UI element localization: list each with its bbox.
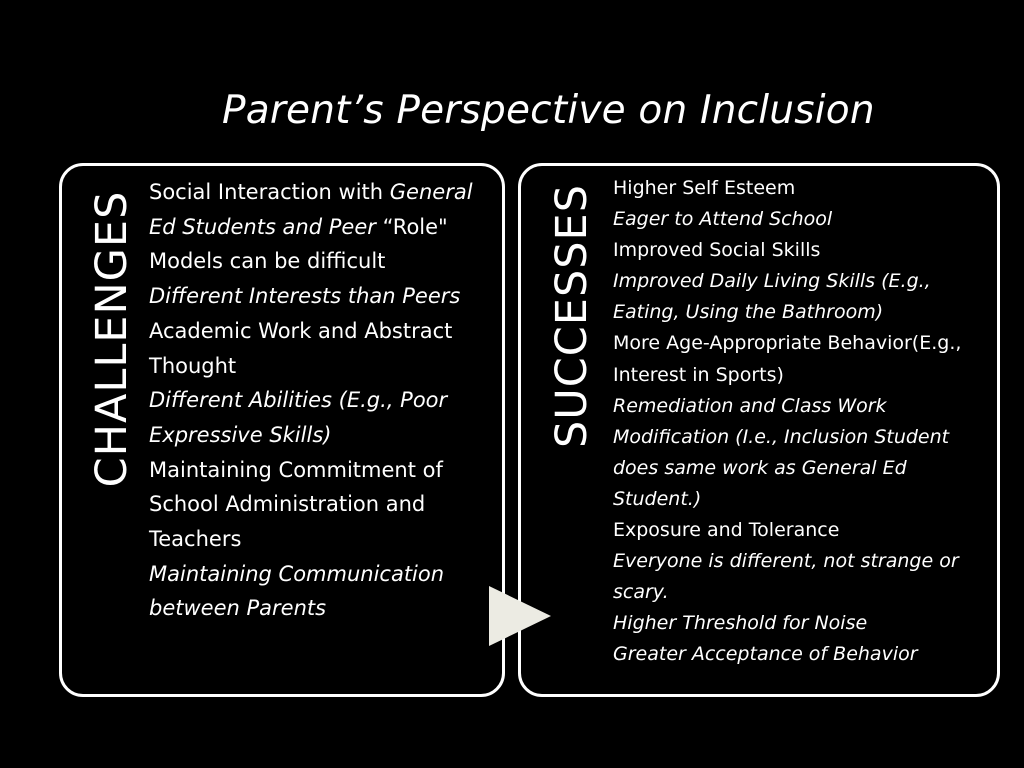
challenges-label: CHALLENGES (87, 190, 137, 488)
successes-item-text: Exposure and Tolerance (613, 519, 840, 542)
successes-item (613, 266, 983, 328)
right-arrow-icon (489, 586, 551, 646)
successes-label: SUCCESSES (547, 183, 597, 449)
successes-item-text: Improved Social Skills (613, 239, 821, 262)
successes-item (613, 235, 983, 266)
challenges-item (149, 557, 489, 626)
challenges-item-text: Maintaining Communication between Parents (149, 561, 445, 621)
successes-item (613, 608, 983, 639)
challenges-list (149, 175, 489, 626)
successes-item (613, 546, 983, 608)
challenges-item (149, 383, 489, 452)
successes-item-text: Improved Daily Living Skills (E.g., Eating, Using the Bathroom) (613, 270, 931, 324)
slide-title: Parent’s Perspective on Inclusion (222, 88, 875, 133)
successes-list (613, 173, 983, 671)
challenges-item-text: Different Abilities (E.g., Poor Expressive Skills) (149, 388, 448, 447)
challenges-item (149, 175, 489, 279)
successes-item-text: More Age-Appropriate Behavior(E.g., Interest in Sports) (613, 332, 962, 386)
successes-item-text: Everyone is different, not strange or scary. (613, 550, 959, 604)
successes-item (613, 173, 983, 204)
successes-item (613, 639, 983, 670)
challenges-item-text: General Ed Students and Peer (149, 180, 473, 239)
successes-item (613, 391, 983, 515)
challenges-item (149, 453, 489, 557)
successes-item-text: Eager to Attend School (613, 208, 833, 231)
challenges-item-text: Social Interaction with (149, 180, 390, 204)
challenges-item (149, 314, 489, 383)
successes-item-text: Higher Self Esteem (613, 177, 796, 199)
successes-item-text: Greater Acceptance of Behavior (613, 643, 918, 666)
successes-item (613, 515, 983, 546)
successes-item (613, 204, 983, 235)
challenges-item-text: “Role" Models can be difficult (149, 214, 448, 274)
challenges-item-text: Maintaining Commitment of School Administration and Teachers (149, 457, 443, 552)
successes-item (613, 328, 983, 390)
challenges-item-text: Academic Work and Abstract Thought (149, 318, 453, 378)
challenges-item (149, 279, 489, 314)
challenges-item-text: Different Interests than Peers (149, 284, 461, 309)
successes-item-text: Remediation and Class Work Modification (I.e., Inclusion Student does same work as General Ed Student.) (613, 394, 950, 510)
successes-item-text: Higher Threshold for Noise (613, 612, 868, 635)
